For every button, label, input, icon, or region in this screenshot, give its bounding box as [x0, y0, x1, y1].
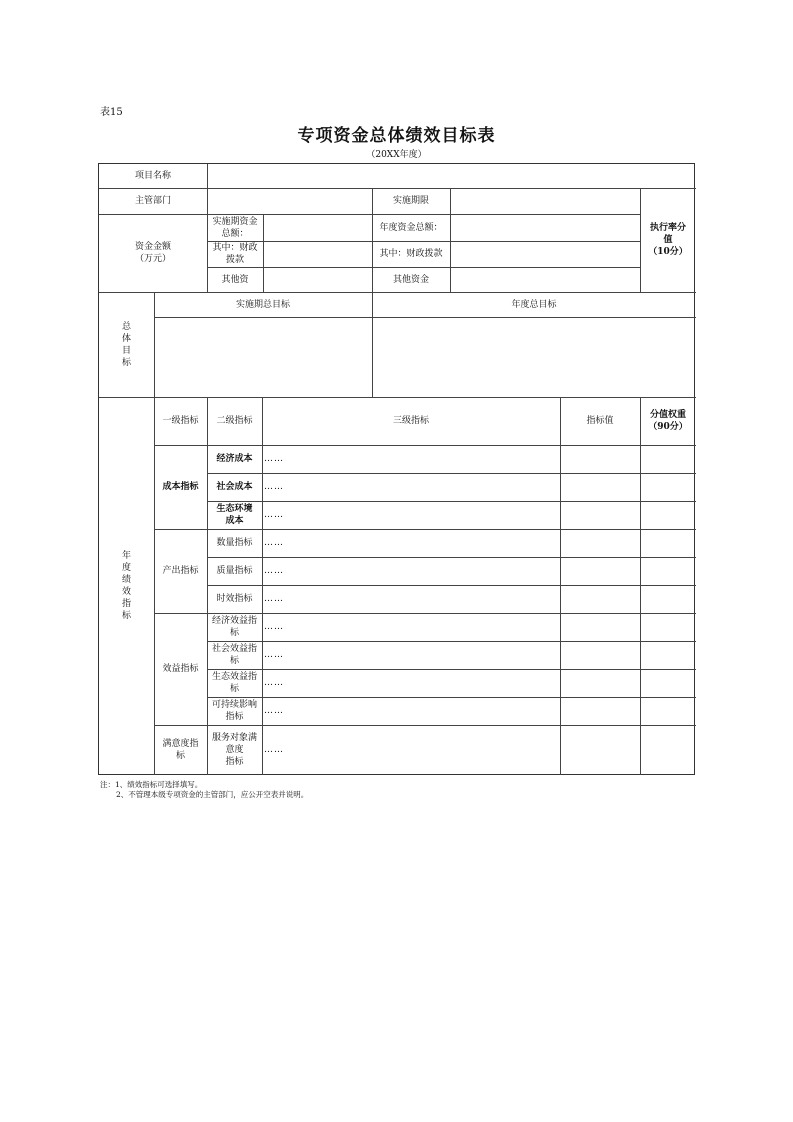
benefit-indicator-label: 效益指标	[162, 664, 199, 674]
period-field[interactable]	[450, 188, 640, 214]
project-name-label: 项目名称	[134, 171, 171, 181]
total-impl-label: 实施期资金 总额：	[212, 216, 258, 239]
econ-cost-dots[interactable]: ……	[264, 454, 284, 464]
dept-field[interactable]	[207, 188, 372, 214]
exec-rate-label: 执行率分 值 （10分）	[648, 223, 688, 257]
econ-benefit-label: 经济效益指 标	[211, 616, 257, 638]
econ-cost-label: 经济成本	[216, 454, 253, 464]
col-level3-header: 三级指标	[392, 416, 429, 426]
other-impl-field[interactable]	[263, 267, 372, 292]
impl-goal-field[interactable]	[154, 317, 372, 397]
sustain-dots[interactable]: ……	[264, 706, 284, 716]
col-weight-header: 分值权重 （90分）	[648, 410, 688, 432]
annual-goal-header: 年度总目标	[511, 299, 557, 310]
period-label: 实施期限	[392, 196, 429, 206]
other-annual-field[interactable]	[450, 267, 640, 292]
eco-benefit-dots[interactable]: ……	[264, 678, 284, 688]
note-2: 2、不管理本级专项资金的主管部门，应公开空表并说明。	[116, 790, 309, 799]
econ-benefit-dots[interactable]: ……	[264, 622, 284, 632]
fiscal-annual-field[interactable]	[450, 241, 640, 267]
service-satisfaction-dots[interactable]: ……	[264, 745, 284, 755]
eco-cost-label: 生态环境 成本	[216, 504, 253, 526]
social-benefit-dots[interactable]: ……	[264, 650, 284, 660]
col-level2-header: 二级指标	[216, 416, 253, 426]
note-1: 注：1、绩效指标可选择填写。	[100, 780, 203, 789]
annual-total-field[interactable]	[450, 214, 640, 241]
output-indicator-label: 产出指标	[162, 566, 199, 576]
annual-perf-label: 年 度 绩 效 指 标	[121, 551, 131, 621]
social-benefit-label: 社会效益指 标	[211, 644, 257, 666]
eco-cost-dots[interactable]: ……	[264, 510, 284, 520]
annual-total-label: 年度资金总额：	[379, 222, 443, 233]
annual-goal-field[interactable]	[372, 317, 696, 397]
overall-goal-label: 总 体 目 标	[121, 321, 131, 368]
quantity-label: 数量指标	[216, 538, 253, 548]
other-impl-label: 其他资	[221, 274, 249, 285]
other-annual-label: 其他资金	[392, 274, 429, 285]
service-satisfaction-label: 服务对象满 意度 指标	[211, 733, 257, 767]
project-name-field[interactable]	[207, 164, 696, 188]
quality-dots[interactable]: ……	[264, 566, 284, 576]
social-cost-label: 社会成本	[216, 482, 253, 492]
fiscal-impl-label: 其中：财政 拨款	[212, 243, 258, 265]
eco-benefit-label: 生态效益指 标	[211, 672, 257, 694]
funds-label: 资金金额 （万元）	[134, 242, 171, 264]
page-title: 专项资金总体绩效目标表	[297, 126, 496, 146]
table-number: 表15	[100, 107, 123, 118]
total-impl-field[interactable]	[263, 214, 372, 241]
col-level1-header: 一级指标	[162, 416, 199, 426]
impl-goal-header: 实施期总目标	[235, 299, 290, 310]
quantity-dots[interactable]: ……	[264, 538, 284, 548]
dept-label: 主管部门	[134, 196, 171, 206]
satisfaction-indicator-label: 满意度指 标	[162, 739, 199, 761]
col-value-header: 指标值	[586, 416, 614, 426]
page-subtitle: （20XX年度）	[366, 150, 427, 160]
fiscal-annual-label: 其中：财政拨款	[379, 249, 443, 259]
sustain-label: 可持续影响 指标	[211, 700, 257, 722]
social-cost-dots[interactable]: ……	[264, 482, 284, 492]
performance-goal-table	[98, 163, 695, 775]
fiscal-impl-field[interactable]	[263, 241, 372, 267]
timeliness-label: 时效指标	[216, 594, 253, 604]
cost-indicator-label: 成本指标	[162, 482, 199, 492]
timeliness-dots[interactable]: ……	[264, 594, 284, 604]
quality-label: 质量指标	[216, 566, 253, 576]
